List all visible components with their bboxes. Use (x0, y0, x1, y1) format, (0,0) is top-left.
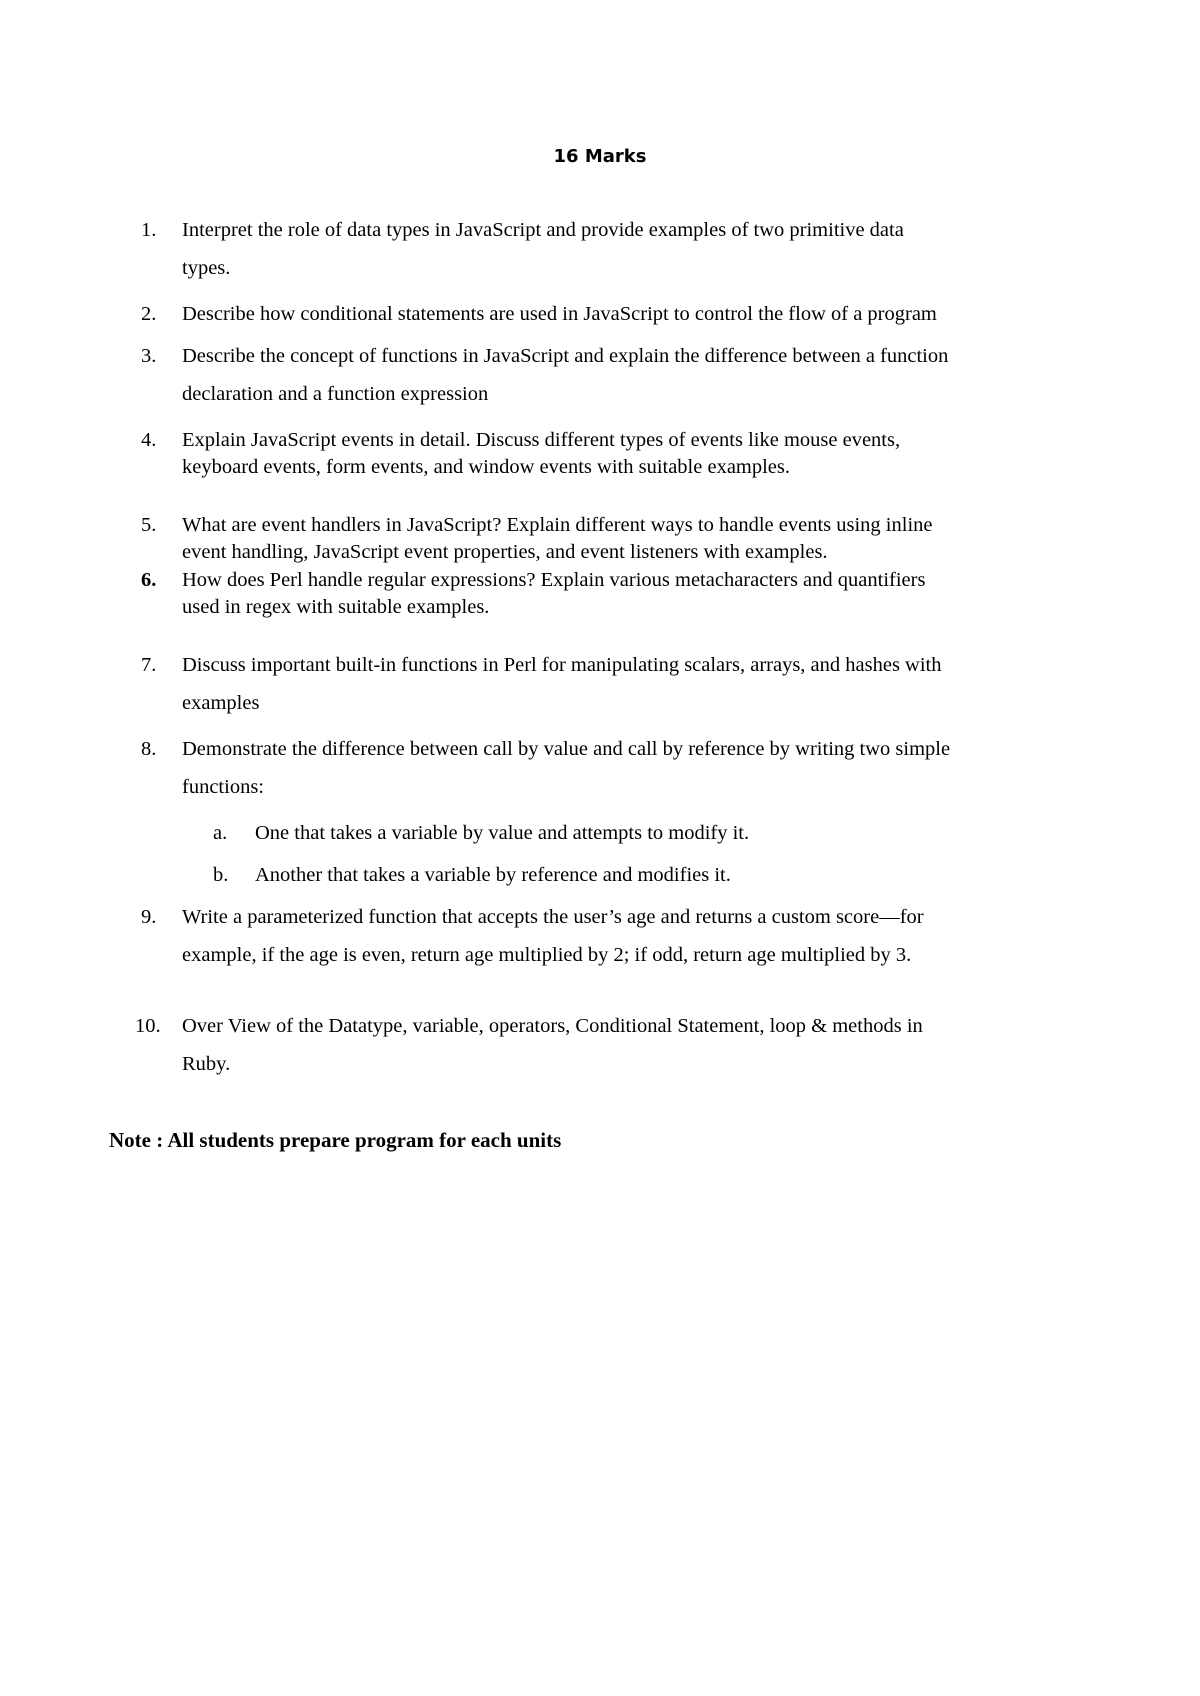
question-number: 5. (141, 514, 157, 536)
question-1 (141, 211, 1101, 287)
question-number: 2. (141, 303, 157, 325)
question-line: Write a parameterized function that accepts the user’s age and returns a custom score—for (182, 906, 924, 928)
sub-item-a (213, 814, 1113, 852)
question-line: examples (182, 692, 260, 714)
question-line: Demonstrate the difference between call by value and call by reference by writing two simple (182, 738, 951, 760)
question-line: Describe how conditional statements are used in JavaScript to control the flow of a program (182, 303, 937, 325)
question-line: functions: (182, 776, 264, 798)
question-line: keyboard events, form events, and window events with suitable examples. (182, 456, 791, 478)
question-line: What are event handlers in JavaScript? Explain different ways to handle events using inline (182, 514, 933, 536)
question-line: Interpret the role of data types in JavaScript and provide examples of two primitive data (182, 219, 904, 241)
question-number: 9. (141, 906, 157, 928)
question-line: Describe the concept of functions in JavaScript and explain the difference between a function (182, 345, 949, 367)
question-number: 10. (135, 1015, 161, 1037)
question-number: 1. (141, 219, 157, 241)
question-line: Discuss important built-in functions in Perl for manipulating scalars, arrays, and hashes with (182, 654, 942, 676)
note-text: Note : All students prepare program for each units (109, 1128, 562, 1152)
question-3 (141, 337, 1101, 413)
question-line: declaration and a function expression (182, 383, 489, 405)
question-10 (135, 1007, 1101, 1083)
question-9 (141, 898, 1101, 974)
question-line: used in regex with suitable examples. (182, 596, 490, 618)
question-line: example, if the age is even, return age multiplied by 2; if odd, return age multiplied by 3. (182, 944, 912, 966)
question-6 (141, 567, 1101, 621)
sub-item-text: One that takes a variable by value and attempts to modify it. (255, 822, 750, 844)
page-heading: 16 Marks (553, 146, 647, 167)
question-4 (141, 427, 1101, 481)
sub-item-text: Another that takes a variable by reference and modifies it. (255, 864, 731, 886)
question-line: Explain JavaScript events in detail. Discuss different types of events like mouse events, (182, 429, 901, 451)
question-number: 3. (141, 345, 157, 367)
question-number: 8. (141, 738, 157, 760)
question-line: Ruby. (182, 1053, 231, 1075)
question-number: 7. (141, 654, 157, 676)
sub-item-letter: b. (213, 864, 229, 886)
question-line: types. (182, 257, 231, 279)
question-5 (141, 512, 1101, 566)
question-7 (141, 646, 1101, 722)
question-2 (141, 295, 1101, 333)
sub-item-b (213, 856, 1113, 894)
question-number: 6. (141, 569, 157, 591)
question-number: 4. (141, 429, 157, 451)
question-line: Over View of the Datatype, variable, operators, Conditional Statement, loop & methods in (182, 1015, 923, 1037)
question-line: How does Perl handle regular expressions? Explain various metacharacters and quantifiers (182, 569, 926, 591)
sub-item-letter: a. (213, 822, 228, 844)
question-line: event handling, JavaScript event properties, and event listeners with examples. (182, 541, 828, 563)
question-8 (141, 730, 1101, 806)
